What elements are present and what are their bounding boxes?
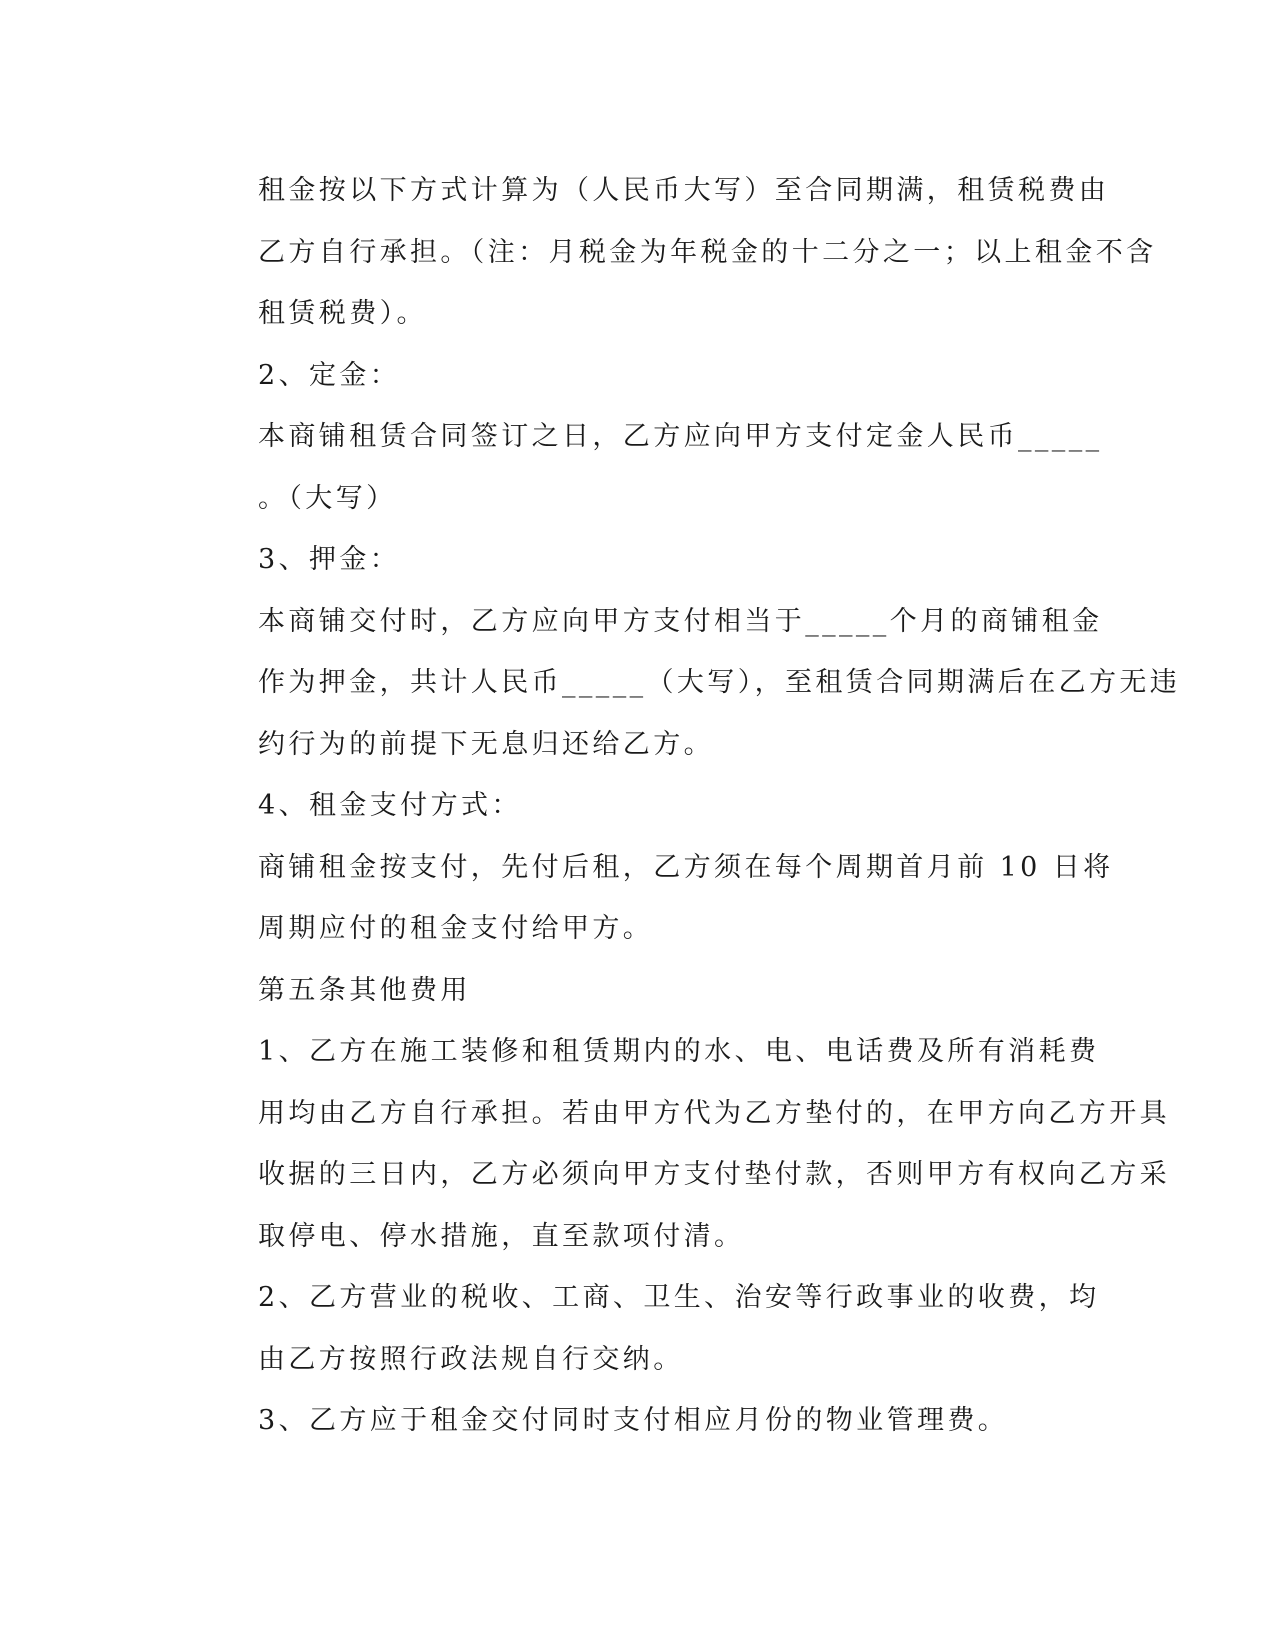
- text-line: 第五条其他费用: [258, 974, 471, 1006]
- heading-article-five: [188, 960, 1068, 1022]
- paragraph-deposit: [188, 406, 1103, 529]
- text-line: 作为押金，共计人民币_____（大写），至租赁合同期满后在乙方无违: [258, 667, 1181, 698]
- heading-payment-method: [188, 775, 1068, 837]
- paragraph-payment-method: [188, 837, 1114, 960]
- text-line: 本商铺租赁合同签订之日，乙方应向甲方支付定金人民币_____: [258, 421, 1103, 452]
- text-line: 2、乙方营业的税收、工商、卫生、治安等行政事业的收费，均: [258, 1282, 1100, 1313]
- document-body: [188, 160, 1181, 1452]
- text-line: 。（大写）: [258, 482, 397, 514]
- text-line: 乙方自行承担。（注：月税金为年税金的十二分之一；以上租金不含: [258, 236, 1157, 268]
- text-line: 1、乙方在施工装修和租赁期内的水、电、电话费及所有消耗费: [258, 1036, 1100, 1067]
- text-line: 租金按以下方式计算为（人民币大写）至合同期满，租赁税费由: [258, 175, 1110, 206]
- text-line: 租赁税费）。: [258, 298, 427, 329]
- text-line: 3、押金：: [258, 544, 401, 575]
- paragraph-administrative-fees: [188, 1267, 1100, 1390]
- paragraph-rent-calculation: [188, 160, 1157, 345]
- text-line: 商铺租金按支付，先付后租，乙方须在每个周期首月前 10 日将: [258, 851, 1114, 883]
- heading-security-deposit: [188, 529, 1068, 591]
- text-line: 由乙方按照行政法规自行交纳。: [258, 1343, 684, 1375]
- paragraph-property-management: [188, 1390, 1068, 1452]
- paragraph-security-deposit: [188, 591, 1181, 776]
- text-line: 约行为的前提下无息归还给乙方。: [258, 728, 714, 760]
- heading-deposit: [188, 345, 1068, 407]
- text-line: 用均由乙方自行承担。若由甲方代为乙方垫付的，在甲方向乙方开具: [258, 1097, 1170, 1129]
- text-line: 3、乙方应于租金交付同时支付相应月份的物业管理费。: [258, 1405, 1009, 1436]
- text-line: 收据的三日内，乙方必须向甲方支付垫付款，否则甲方有权向乙方采: [258, 1159, 1170, 1190]
- text-line: 2、定金：: [258, 359, 401, 391]
- paragraph-utilities: [188, 1021, 1170, 1267]
- text-line: 周期应付的租金支付给甲方。: [258, 913, 654, 944]
- text-line: 取停电、停水措施，直至款项付清。: [258, 1220, 745, 1252]
- text-line: 本商铺交付时，乙方应向甲方支付相当于_____个月的商铺租金: [258, 605, 1103, 637]
- text-line: 4、租金支付方式：: [258, 790, 522, 821]
